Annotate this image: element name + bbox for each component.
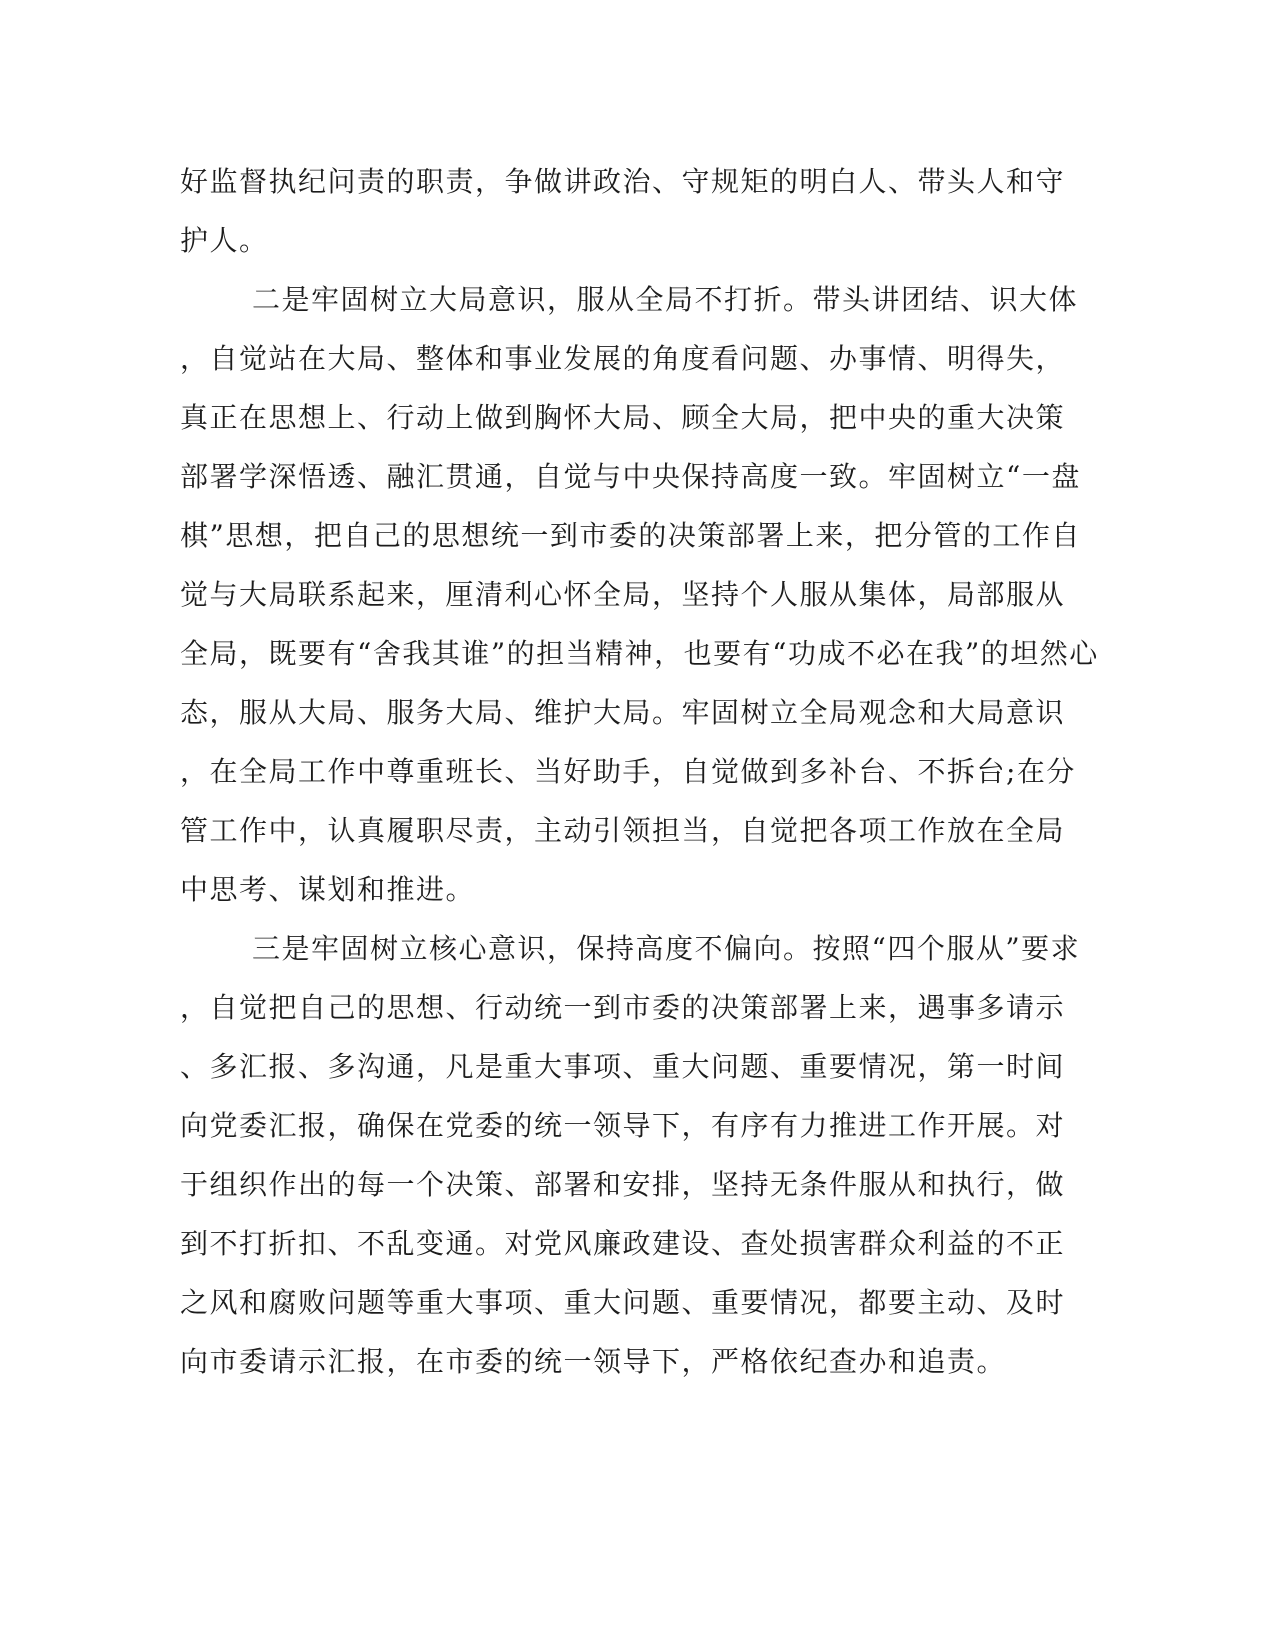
- paragraph-big-picture-awareness: [180, 270, 1099, 919]
- text-line: ，自觉站在大局、整体和事业发展的角度看问题、办事情、明得失，: [180, 342, 1066, 375]
- text-line: 护人。: [180, 224, 269, 257]
- text-line: 二是牢固树立大局意识，服从全局不打折。带头讲团结、识大体: [252, 283, 1079, 316]
- text-line: 、多汇报、多沟通，凡是重大事项、重大问题、重要情况，第一时间: [180, 1050, 1066, 1083]
- text-line: 向党委汇报，确保在党委的统一领导下，有序有力推进工作开展。对: [180, 1109, 1066, 1142]
- text-line: 之风和腐败问题等重大事项、重大问题、重要情况，都要主动、及时: [180, 1286, 1066, 1319]
- text-line: ，在全局工作中尊重班长、当好助手，自觉做到多补台、不拆台;在分: [180, 755, 1076, 788]
- text-line: 中思考、谋划和推进。: [180, 873, 476, 906]
- text-line: 到不打折扣、不乱变通。对党风廉政建设、查处损害群众利益的不正: [180, 1227, 1066, 1260]
- text-line: 觉与大局联系起来，厘清利心怀全局，坚持个人服从集体，局部服从: [180, 578, 1066, 611]
- text-line: 三是牢固树立核心意识，保持高度不偏向。按照“四个服从”要求: [252, 932, 1081, 965]
- text-line: 部署学深悟透、融汇贯通，自觉与中央保持高度一致。牢固树立“一盘: [180, 460, 1081, 493]
- text-line: 于组织作出的每一个决策、部署和安排，坚持无条件服从和执行，做: [180, 1168, 1066, 1201]
- body-text: [180, 152, 1099, 1391]
- text-line: 好监督执纪问责的职责，争做讲政治、守规矩的明白人、带头人和守: [180, 165, 1066, 198]
- text-line: 全局，既要有“舍我其谁”的担当精神，也要有“功成不必在我”的坦然心: [180, 637, 1099, 670]
- text-line: 向市委请示汇报，在市委的统一领导下，严格依纪查办和追责。: [180, 1345, 1007, 1378]
- text-line: 管工作中，认真履职尽责，主动引领担当，自觉把各项工作放在全局: [180, 814, 1066, 847]
- text-line: 棋”思想，把自己的思想统一到市委的决策部署上来，把分管的工作自: [180, 519, 1081, 552]
- text-line: 真正在思想上、行动上做到胸怀大局、顾全大局，把中央的重大决策: [180, 401, 1066, 434]
- paragraph-continuation: [180, 152, 1066, 270]
- paragraph-core-awareness: [180, 919, 1081, 1391]
- text-line: ，自觉把自己的思想、行动统一到市委的决策部署上来，遇事多请示: [180, 991, 1066, 1024]
- text-line: 态，服从大局、服务大局、维护大局。牢固树立全局观念和大局意识: [180, 696, 1066, 729]
